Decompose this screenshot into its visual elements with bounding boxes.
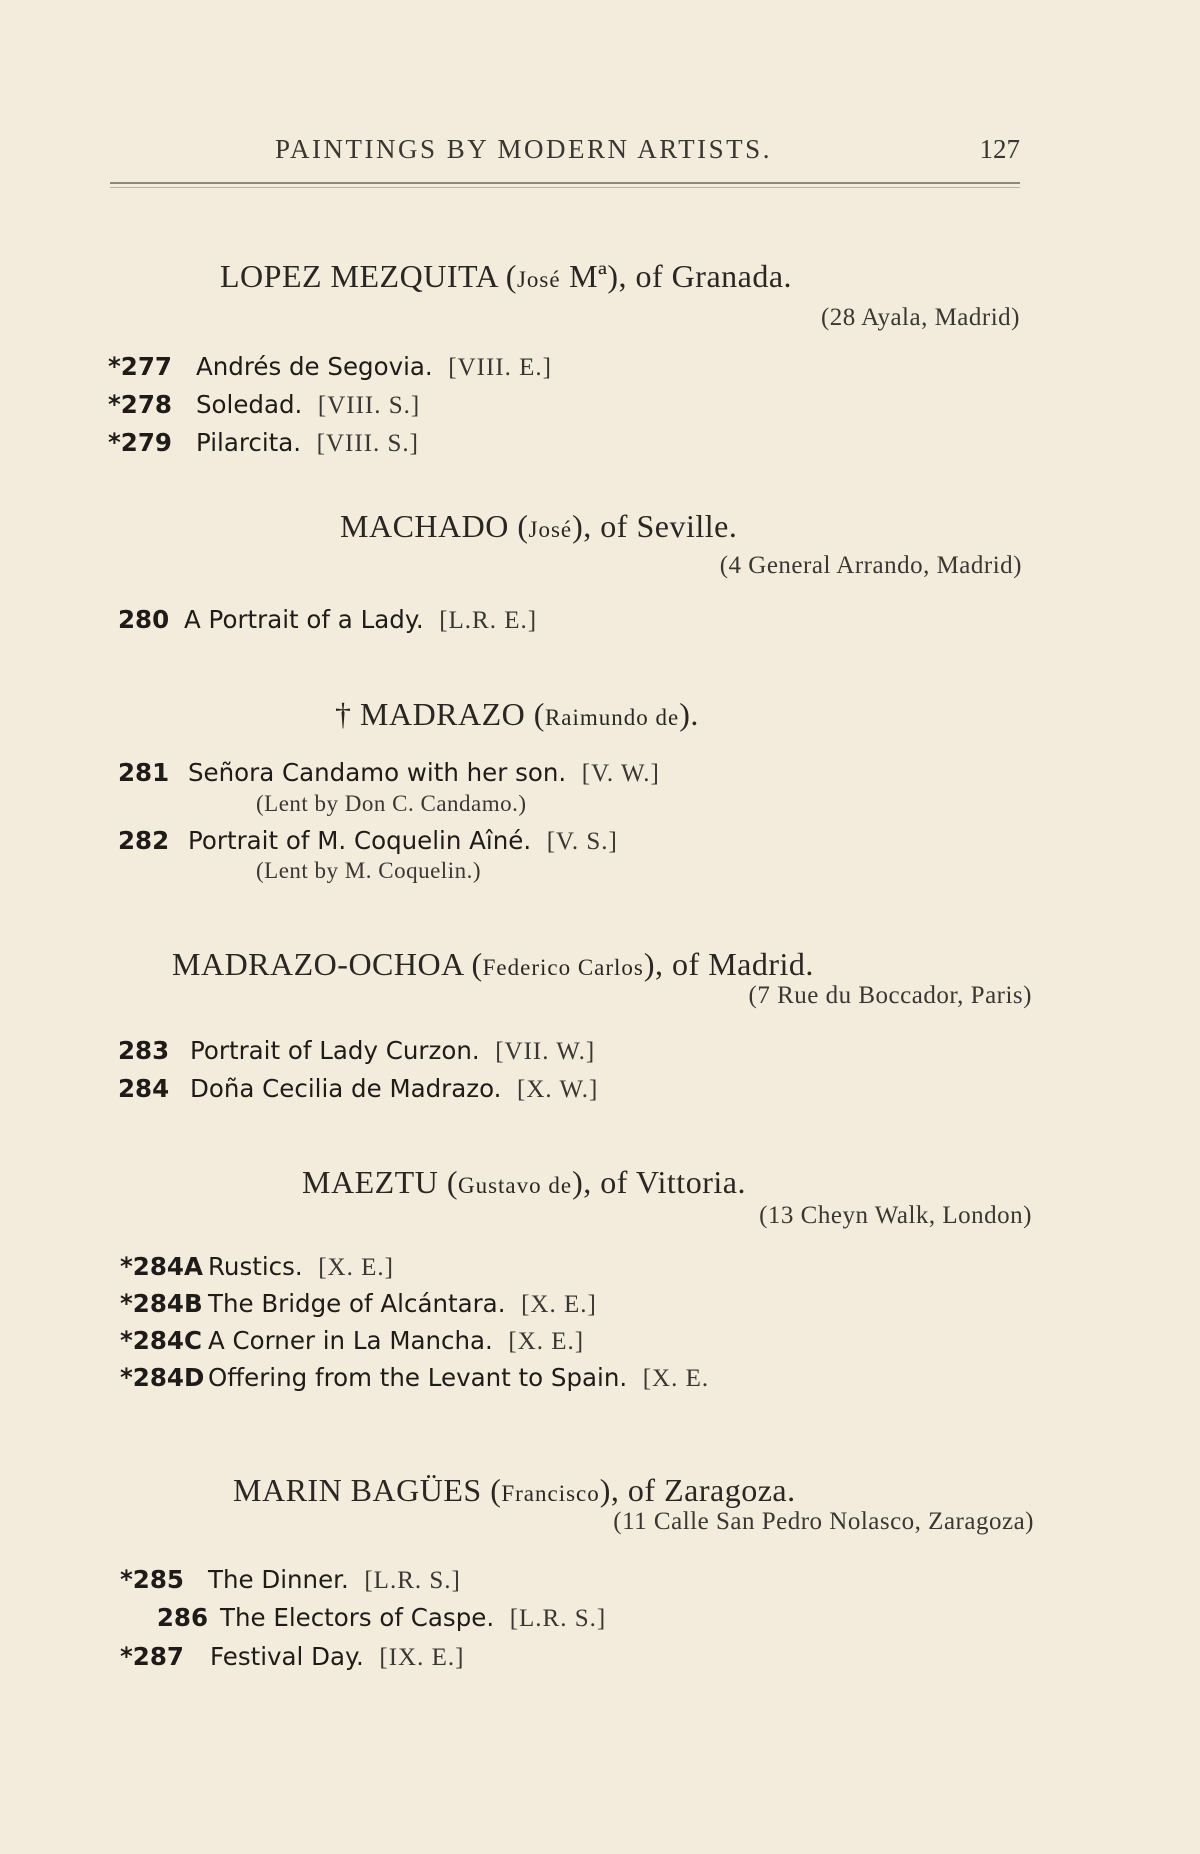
artist-origin: Mª), of Granada. xyxy=(560,258,793,294)
page-number: 127 xyxy=(979,134,1020,164)
artist-origin: ), of Vittoria. xyxy=(572,1164,746,1200)
artist-address: (7 Rue du Boccador, Paris) xyxy=(748,982,1032,1009)
entry-title: Doña Cecilia de Madrazo. xyxy=(190,1074,502,1103)
artist-forename: Francisco xyxy=(501,1481,600,1506)
header-rule-secondary xyxy=(110,187,1020,188)
lender-note: (Lent by M. Coquelin.) xyxy=(256,858,481,883)
artist-origin: ), of Madrid. xyxy=(643,946,814,982)
entry-location: [VIII. S.] xyxy=(317,392,421,419)
entry-number: *285 xyxy=(120,1565,184,1594)
catalogue-entry xyxy=(120,1289,597,1319)
header-rule xyxy=(110,182,1020,184)
catalogue-entry xyxy=(120,1603,606,1633)
entry-location: [L.R. E.] xyxy=(439,607,538,634)
entry-location: [X. E.] xyxy=(318,1254,394,1281)
catalogue-entry xyxy=(108,390,420,420)
entry-location: [IX. E.] xyxy=(379,1644,465,1671)
header-title: PAINTINGS BY MODERN ARTISTS. xyxy=(275,134,772,164)
running-header xyxy=(110,134,1020,174)
artist-origin: ), of Seville. xyxy=(572,508,738,544)
catalogue-entry xyxy=(108,352,552,382)
entry-title: Pilarcita. xyxy=(196,428,302,457)
artist-forename: Federico Carlos xyxy=(482,955,644,980)
artist-heading xyxy=(302,1164,746,1201)
entry-location: [X. E. xyxy=(642,1365,710,1392)
artist-forename: Gustavo de xyxy=(457,1173,573,1198)
entry-number: 282 xyxy=(118,826,170,855)
entry-number: *284C xyxy=(120,1326,202,1355)
artist-address: (13 Cheyn Walk, London) xyxy=(759,1202,1032,1229)
entry-location: [V. W.] xyxy=(581,760,660,787)
entry-title: Rustics. xyxy=(208,1252,303,1281)
entry-location: [VIII. S.] xyxy=(316,430,420,457)
artist-heading xyxy=(172,946,814,983)
entry-number: *284A xyxy=(120,1252,203,1281)
artist-name: † MADRAZO ( xyxy=(335,696,545,732)
artist-address: (11 Calle San Pedro Nolasco, Zaragoza) xyxy=(613,1508,1034,1535)
catalogue-entry xyxy=(118,1074,598,1104)
entry-location: [L.R. S.] xyxy=(364,1567,461,1594)
entry-location: [X. E.] xyxy=(508,1328,585,1355)
entry-title: Offering from the Levant to Spain. xyxy=(208,1363,628,1392)
entry-number: *277 xyxy=(108,352,172,381)
artist-name: MARIN BAGÜES ( xyxy=(233,1472,502,1508)
entry-location: [X. E.] xyxy=(521,1291,597,1318)
artist-heading xyxy=(220,258,792,295)
artist-forename: Raimundo de xyxy=(544,705,680,730)
artist-heading xyxy=(335,696,699,733)
entry-number: *284B xyxy=(120,1289,203,1318)
artist-origin: ), of Zaragoza. xyxy=(599,1472,796,1508)
entry-location: [L.R. S.] xyxy=(509,1605,607,1632)
entry-title: Portrait of M. Coquelin Aîné. xyxy=(188,826,532,855)
catalogue-entry xyxy=(120,1326,584,1356)
catalogue-entry xyxy=(120,1565,461,1595)
entry-title: Soledad. xyxy=(196,390,303,419)
catalogue-entry xyxy=(118,605,537,635)
entry-title: The Dinner. xyxy=(208,1565,349,1594)
entry-title: A Corner in La Mancha. xyxy=(208,1326,493,1355)
artist-heading xyxy=(340,508,737,545)
entry-title: Festival Day. xyxy=(210,1642,364,1671)
entry-title: A Portrait of a Lady. xyxy=(184,605,424,634)
entry-number: *287 xyxy=(120,1642,184,1671)
catalogue-entry xyxy=(118,758,660,788)
catalogue-entry xyxy=(118,826,618,856)
artist-forename: José xyxy=(516,267,561,292)
entry-title: Señora Candamo with her son. xyxy=(188,758,567,787)
entry-number: *284D xyxy=(120,1363,205,1392)
artist-address: (28 Ayala, Madrid) xyxy=(820,304,1020,331)
artist-address: (4 General Arrando, Madrid) xyxy=(719,552,1022,579)
catalogue-entry xyxy=(120,1252,394,1282)
entry-number: 284 xyxy=(118,1074,170,1103)
catalogue-entry xyxy=(120,1363,709,1393)
entry-title: The Electors of Caspe. xyxy=(220,1603,495,1632)
entry-title: Portrait of Lady Curzon. xyxy=(190,1036,480,1065)
lender-note: (Lent by Don C. Candamo.) xyxy=(256,791,527,816)
catalogue-entry xyxy=(118,1036,595,1066)
catalogue-entry xyxy=(120,1642,464,1672)
entry-title: Andrés de Segovia. xyxy=(196,352,433,381)
entry-location: [VIII. E.] xyxy=(448,354,552,381)
entry-number: *278 xyxy=(108,390,172,419)
entry-number: 286 xyxy=(156,1603,208,1632)
entry-number: *279 xyxy=(108,428,172,457)
entry-location: [X. W.] xyxy=(517,1076,599,1103)
entry-number: 283 xyxy=(118,1036,170,1065)
artist-name: MADRAZO-OCHOA ( xyxy=(172,946,483,982)
catalogue-entry xyxy=(108,428,419,458)
entry-title: The Bridge of Alcántara. xyxy=(208,1289,506,1318)
artist-forename: José xyxy=(528,517,573,542)
entry-location: [V. S.] xyxy=(546,828,618,855)
artist-name: MAEZTU ( xyxy=(302,1164,458,1200)
artist-name: LOPEZ MEZQUITA ( xyxy=(220,258,517,294)
artist-name: MACHADO ( xyxy=(340,508,529,544)
entry-number: 281 xyxy=(118,758,170,787)
entry-number: 280 xyxy=(118,605,170,634)
artist-origin: ). xyxy=(679,696,699,732)
artist-heading xyxy=(233,1472,796,1509)
entry-location: [VII. W.] xyxy=(495,1038,596,1065)
